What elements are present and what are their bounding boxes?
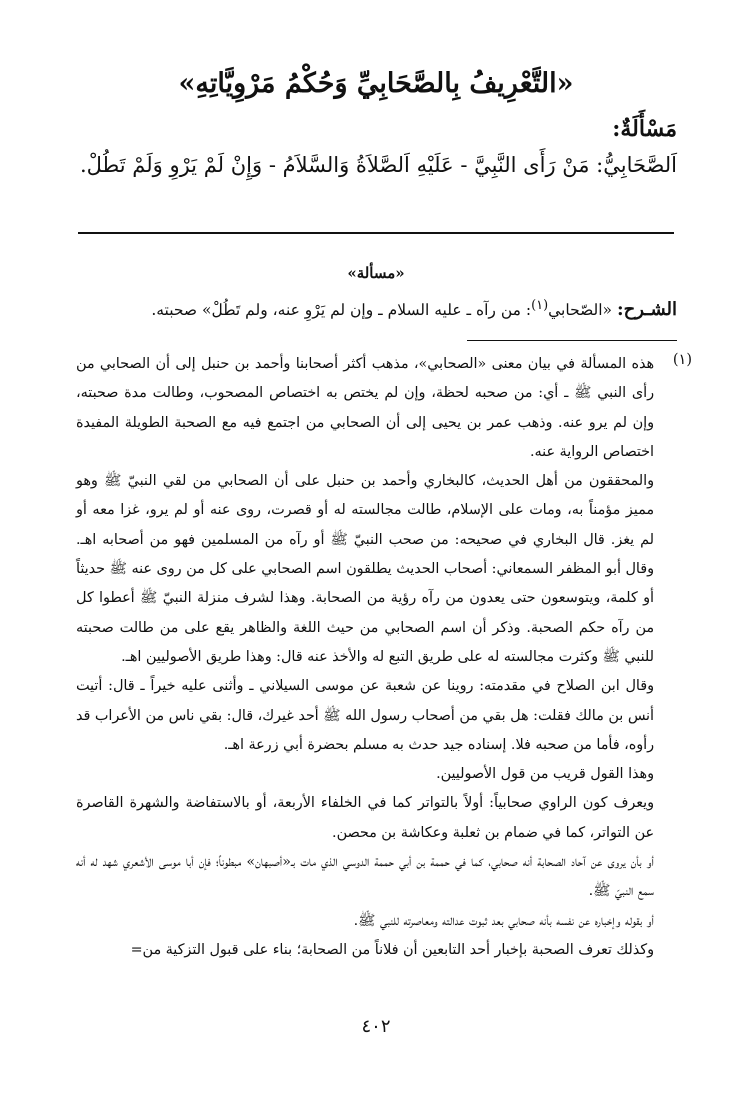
footnote-paragraph: وقال ابن الصلاح في مقدمته: روينا عن شعبة عن موسى السيلاني ـ وأثنى عليه خيراً ـ قال: أتيت أنس بن مالك فقلت: هل بقي من أصحاب رسول الله ﷺ أحد غيرك، قال: بقي ناس من الأعراب قد رأوه، فأما من صحبه فلا. إسناده جيد حدث به مسلم بحضرة أبي زرعة اهـ. — [76, 678, 654, 753]
footnote-block — [76, 350, 654, 965]
footnote-paragraph: هذه المسألة في بيان معنى «الصحابي»، مذهب أكثر أصحابنا وأحمد بن حنبل إلى أن الصحابي من رأى النبي ﷺ ـ أي: من صحبه لحظة، وإن لم يختص به اختصاص المصحوب، وطالت مدة صحبته، وإن لم يرو عنه. وذهب عمر بن يحيى إلى أن الصحابي من اجتمع فيه مع الصحبة الطويلة المفيدة اختصاص الرواية عنه. — [76, 356, 654, 460]
commentary-text — [77, 294, 677, 322]
commentary-label: الشـرح: — [616, 299, 677, 321]
section-title: «التَّعْرِيفُ بِالصَّحَابِيِّ وَحُكْمُ مَرْوِيَّاتِهِ» — [178, 68, 574, 99]
commentary-subheading: «مسألة» — [347, 264, 405, 282]
page-number: ٤٠٢ — [361, 1016, 391, 1037]
footnote-paragraph: والمحققون من أهل الحديث، كالبخاري وأحمد بن حنبل على أن الصحابي من لقي النبيّ ﷺ وهو مميز مؤمناً به، ومات على الإسلام، طالت مجالسته له أو قصرت، روى عنه أو لم يرو، غزا معه أو لم يغز. قال البخاري في صحيحه: من صحب النبيّ ﷺ أو رآه من المسلمين فهو من أصحابه اهـ. وقال أبو المظفر السمعاني: أصحاب الحديث يطلقون اسم الصحابي على كل من روى عنه ﷺ حديثاً أو كلمة، ويتوسعون حتى يعدون من رآه رؤية من الصحابة. وهذا لشرف منزلة النبيّ ﷺ أعطوا كل من رآه حكم الصحبة. وذكر أن اسم الصحابي من حيث اللغة والظاهر يقع على من طالت صحبته للنبي ﷺ وكثرت مجالسته له على طريق التبع له والأخذ عنه قال: وهذا طريق الأصوليين اهـ. — [76, 473, 654, 665]
footnote-separator — [467, 340, 677, 341]
footnote-paragraph: ويعرف كون الراوي صحابياً: أولاً بالتواتر كما في الخلفاء الأربعة، أو بالاستفاضة والشهرة القاصرة عن التواتر، كما في ضمام بن ثعلبة وعكاشة بن محصن. — [76, 795, 654, 841]
footnote-reference: (١) — [531, 298, 549, 313]
main-text: اَلصَّحَابِيُّ: مَنْ رَأَى النَّبِيَّ - عَلَيْهِ اَلصَّلاَةُ وَالسَّلاَمُ - وَإِنْ لَمْ يَرْوِ وَلَمْ تَطُلْ. — [79, 153, 677, 177]
footnote-paragraph: أو بأن يروى عن آحاد الصحابة أنه صحابي، كما في حممة بن أبي حممة الدوسي الذي مات بـ«أصبهان» مبطوناً؛ فإن أبا موسى الأشعري شهد له أنه سمع النبيّ ﷺ. — [76, 854, 654, 900]
separator-rule — [78, 232, 674, 234]
issue-heading: مَسْأَلَةٌ: — [612, 116, 677, 142]
footnote-paragraph: وكذلك تعرف الصحبة بإخبار أحد التابعين أن فلاناً من الصحابة؛ بناء على قبول التزكية من= — [130, 941, 654, 958]
commentary-body: «الصّحابي — [548, 301, 613, 320]
commentary-body-rest: : من رآه ـ عليه السلام ـ وإن لم يَرْوِ عنه، ولم تَطُلْ» صحبته. — [151, 301, 532, 320]
footnote-paragraph: وهذا القول قريب من قول الأصوليين. — [436, 766, 654, 783]
footnote-number: (١) — [672, 352, 692, 368]
footnote-paragraph: أو بقوله وإخباره عن نفسه بأنه صحابي بعد ثبوت عدالته ومعاصرته للنبي ﷺ. — [353, 912, 654, 929]
